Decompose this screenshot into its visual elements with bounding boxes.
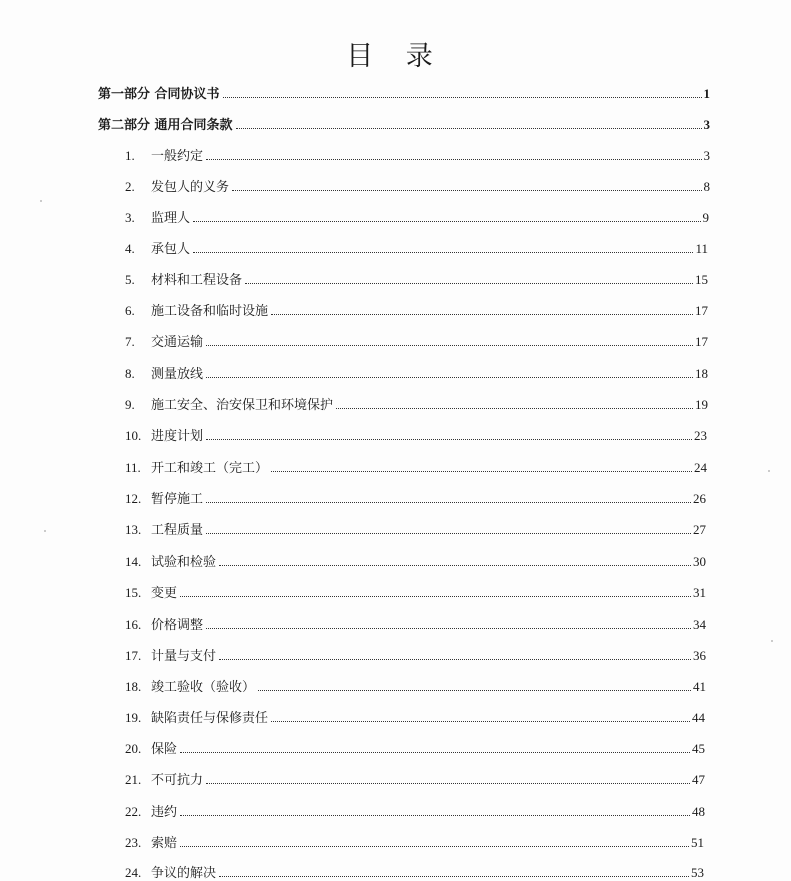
toc-section-number: 5. (125, 272, 135, 287)
toc-section-number: 4. (125, 241, 135, 256)
toc-part-label: 第二部分 通用合同条款 (98, 118, 233, 133)
toc-section-label: 监理人 (151, 211, 191, 226)
toc-page-number: 8 (703, 179, 710, 194)
toc-section-label: 交通运输 (151, 335, 204, 350)
toc-section-number: 17. (125, 648, 142, 663)
dot-leader (245, 283, 693, 284)
toc-section-entry[interactable] (125, 738, 705, 756)
toc-section-label: 价格调整 (151, 618, 204, 633)
dot-leader (258, 690, 691, 691)
toc-section-entry[interactable] (125, 551, 706, 569)
toc-section-number: 24. (125, 865, 142, 880)
toc-section-entry[interactable] (125, 145, 710, 163)
toc-section-label: 竣工验收（验收） (151, 680, 256, 695)
toc-page-number: 44 (692, 710, 705, 725)
dot-leader (206, 159, 701, 160)
toc-section-label: 不可抗力 (151, 773, 204, 788)
toc-section-entry[interactable] (125, 457, 707, 475)
toc-section-entry[interactable] (125, 363, 708, 381)
toc-section-label: 暂停施工 (151, 492, 204, 507)
toc-page-number: 1 (703, 86, 710, 101)
dot-leader (180, 846, 689, 847)
dot-leader (219, 659, 691, 660)
toc-page-number: 3 (703, 148, 710, 163)
toc-page-number: 48 (692, 804, 705, 819)
toc-section-label: 争议的解决 (151, 866, 217, 881)
toc-section-number: 20. (125, 741, 142, 756)
toc-page-number: 31 (693, 585, 706, 600)
toc-section-number: 14. (125, 554, 142, 569)
dot-leader (206, 377, 693, 378)
toc-page-number: 45 (692, 741, 705, 756)
dot-leader (336, 408, 693, 409)
dot-leader (180, 596, 691, 597)
toc-section-label: 承包人 (151, 242, 191, 257)
toc-page-number: 27 (693, 522, 706, 537)
toc-part-entry[interactable] (98, 83, 710, 101)
toc-page-number: 36 (693, 648, 706, 663)
toc-section-number: 1. (125, 148, 135, 163)
toc-section-entry[interactable] (125, 801, 705, 819)
dot-leader (223, 97, 702, 98)
toc-section-label: 缺陷责任与保修责任 (151, 711, 269, 726)
toc-section-number: 11. (125, 460, 141, 475)
toc-page-number: 15 (695, 272, 708, 287)
dot-leader (271, 721, 690, 722)
toc-page-number: 17 (695, 303, 708, 318)
toc-section-entry[interactable] (125, 394, 708, 412)
toc-page-number: 53 (691, 865, 704, 880)
toc-section-label: 违约 (151, 805, 178, 820)
dot-leader (206, 502, 691, 503)
toc-section-label: 保险 (151, 742, 178, 757)
toc-part-entry[interactable] (98, 114, 710, 132)
dot-leader (219, 876, 689, 877)
toc-section-number: 23. (125, 835, 142, 850)
dot-leader (271, 314, 693, 315)
toc-section-entry[interactable] (125, 207, 709, 225)
dot-leader (232, 190, 701, 191)
dot-leader (219, 565, 691, 566)
scan-speck (40, 200, 42, 202)
scan-speck (768, 470, 770, 472)
toc-section-entry[interactable] (125, 582, 706, 600)
toc-section-label: 工程质量 (151, 523, 204, 538)
toc-page-number: 34 (693, 617, 706, 632)
toc-section-entry[interactable] (125, 331, 708, 349)
toc-section-label: 索赔 (151, 836, 178, 851)
toc-section-number: 10. (125, 428, 142, 443)
toc-section-entry[interactable] (125, 645, 706, 663)
dot-leader (206, 628, 691, 629)
toc-section-label: 计量与支付 (151, 649, 217, 664)
toc-section-entry[interactable] (125, 488, 706, 506)
toc-page-number: 3 (703, 117, 710, 132)
toc-section-entry[interactable] (125, 176, 710, 194)
toc-section-entry[interactable] (125, 676, 706, 694)
toc-page-number: 24 (694, 460, 707, 475)
scan-speck (44, 530, 46, 532)
dot-leader (180, 815, 690, 816)
toc-section-label: 变更 (151, 586, 178, 601)
toc-page-number: 51 (691, 835, 704, 850)
dot-leader (206, 783, 690, 784)
toc-section-entry[interactable] (125, 614, 706, 632)
dot-leader (206, 439, 692, 440)
toc-section-label: 发包人的义务 (151, 180, 230, 195)
toc-section-label: 试验和检验 (151, 555, 217, 570)
toc-section-entry[interactable] (125, 832, 704, 850)
toc-section-entry[interactable] (125, 769, 705, 787)
toc-page-number: 26 (693, 491, 706, 506)
toc-section-label: 一般约定 (151, 149, 204, 164)
toc-page-number: 30 (693, 554, 706, 569)
dot-leader (193, 221, 700, 222)
toc-section-number: 15. (125, 585, 142, 600)
toc-section-number: 18. (125, 679, 142, 694)
toc-section-number: 7. (125, 334, 135, 349)
toc-section-number: 19. (125, 710, 142, 725)
page-title: 目 录 (346, 41, 445, 72)
toc-section-number: 13. (125, 522, 142, 537)
toc-section-number: 3. (125, 210, 135, 225)
toc-section-entry[interactable] (125, 300, 708, 318)
toc-section-entry[interactable] (125, 425, 707, 443)
toc-section-label: 开工和竣工（完工） (151, 461, 269, 476)
dot-leader (271, 471, 692, 472)
toc-section-number: 8. (125, 366, 135, 381)
dot-leader (206, 345, 693, 346)
toc-section-number: 9. (125, 397, 135, 412)
toc-section-label: 施工安全、治安保卫和环境保护 (151, 398, 334, 413)
dot-leader (236, 128, 702, 129)
toc-section-entry[interactable] (125, 269, 708, 287)
toc-page-number: 41 (693, 679, 706, 694)
toc-section-number: 22. (125, 804, 142, 819)
dot-leader (206, 533, 691, 534)
toc-section-number: 21. (125, 772, 142, 787)
toc-section-label: 进度计划 (151, 429, 204, 444)
toc-part-label: 第一部分 合同协议书 (98, 87, 220, 102)
scan-speck (771, 640, 773, 642)
toc-section-entry[interactable] (125, 862, 704, 880)
toc-section-label: 材料和工程设备 (151, 273, 243, 288)
toc-page-number: 47 (692, 772, 705, 787)
toc-section-entry[interactable] (125, 707, 705, 725)
toc-section-number: 6. (125, 303, 135, 318)
toc-section-number: 12. (125, 491, 142, 506)
toc-section-number: 16. (125, 617, 142, 632)
toc-page-number: 18 (695, 366, 708, 381)
toc-section-entry[interactable] (125, 238, 708, 256)
toc-section-entry[interactable] (125, 519, 706, 537)
dot-leader (180, 752, 690, 753)
toc-page-number: 9 (702, 210, 709, 225)
toc-page-number: 23 (694, 428, 707, 443)
toc-page-number: 19 (695, 397, 708, 412)
toc-section-label: 施工设备和临时设施 (151, 304, 269, 319)
toc-page-number: 11 (695, 241, 708, 256)
toc-section-number: 2. (125, 179, 135, 194)
toc-section-label: 测量放线 (151, 367, 204, 382)
toc-page-number: 17 (695, 334, 708, 349)
dot-leader (193, 252, 693, 253)
